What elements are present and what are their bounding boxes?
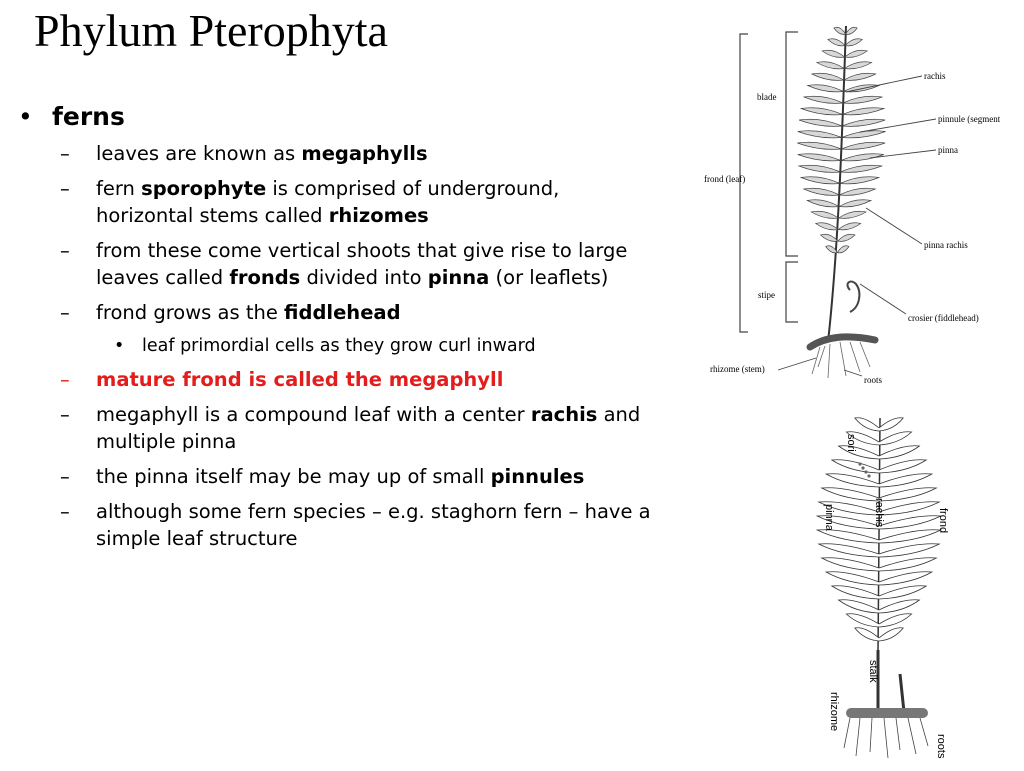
pinna-shape	[819, 544, 879, 557]
pinna-shape	[822, 558, 879, 571]
label-pinna: pinna	[823, 504, 835, 531]
sub-bullet-item	[60, 498, 658, 552]
pinna-shape	[842, 119, 885, 126]
highlight-text: mature frond is called the megaphyll	[96, 368, 504, 391]
rhizome-shape	[846, 708, 928, 718]
heading-ferns: ferns	[52, 102, 125, 131]
pinna-shape	[855, 628, 879, 641]
pinna-shape	[808, 85, 844, 92]
sub-bullet-item	[60, 366, 658, 393]
pinna-shape	[838, 234, 855, 241]
bullet-dot-icon: •	[18, 102, 33, 131]
bullet-text	[96, 175, 656, 229]
pinna-shape	[801, 177, 840, 184]
label-frond: frond	[937, 508, 949, 534]
pinna-shape	[798, 131, 842, 138]
pinna-shape	[832, 586, 879, 599]
label-roots: roots	[935, 734, 947, 759]
blade-bracket	[786, 32, 798, 256]
dash-marker-icon: –	[60, 368, 70, 391]
pinna-shape	[837, 246, 849, 253]
fern-frond-diagram	[800, 412, 970, 766]
bullet-list	[18, 101, 658, 560]
pinna-shape	[879, 586, 926, 599]
pinna-shape	[879, 544, 939, 557]
bold-term: sporophyte	[141, 177, 267, 200]
label-rachis: rachis	[873, 498, 885, 528]
pinna-shape	[846, 614, 879, 627]
text-run: although some fern species – e.g. staghorn fern – have a simple leaf structure	[96, 500, 651, 550]
label-pinna-rachis: pinna rachis	[924, 240, 968, 250]
sub-bullet-item	[60, 401, 658, 455]
pinna-shape	[879, 502, 939, 515]
bullet-text	[96, 401, 656, 455]
pinna-shape	[845, 50, 867, 57]
pinna-shape	[832, 460, 879, 473]
pinna-shape	[879, 600, 919, 613]
pinna-shape	[798, 154, 841, 161]
bullet-text	[142, 334, 536, 358]
bold-term: rachis	[530, 403, 598, 426]
slide-title: Phylum Pterophyta	[34, 5, 388, 56]
label-sori: sori	[845, 434, 857, 452]
pinna-shape	[844, 62, 871, 69]
text-run: fern	[96, 177, 142, 200]
fern-anatomy-svg	[700, 22, 1000, 394]
bold-term: pinnules	[490, 465, 585, 488]
text-run: and multiple pinna	[96, 403, 641, 453]
pinna-shape	[879, 446, 919, 459]
bold-term: megaphylls	[301, 142, 428, 165]
pinna-shape	[799, 165, 840, 172]
pinna-shape	[838, 223, 860, 230]
pinna-shape	[817, 62, 844, 69]
dash-marker-icon: –	[60, 465, 70, 488]
pinna-shape	[843, 96, 882, 103]
bullet-text	[96, 140, 656, 167]
second-stalk-shape	[900, 674, 904, 712]
stipe-bracket	[786, 262, 798, 322]
text-run: divided into	[300, 266, 428, 289]
pinna-shape	[801, 108, 842, 115]
sub-bullet-item	[60, 463, 658, 490]
bullet-text	[96, 498, 656, 552]
pinna-shape	[879, 516, 941, 529]
dash-marker-icon: –	[60, 301, 70, 324]
bold-term: rhizomes	[328, 204, 429, 227]
pinna-shape	[844, 73, 876, 80]
pinna-shape	[879, 460, 926, 473]
pinna-shape	[879, 572, 932, 585]
sub-sub-bullet-item	[114, 334, 658, 358]
text-run: (or leaflets)	[489, 266, 609, 289]
pinna-shape	[879, 432, 912, 445]
dash-marker-icon: –	[60, 239, 70, 262]
dash-marker-icon: –	[60, 142, 70, 165]
pinna-shape	[812, 73, 844, 80]
pinna-shape	[879, 558, 936, 571]
bullet-text	[96, 299, 656, 326]
pinna-shape	[839, 211, 866, 218]
label-stipe: stipe	[758, 290, 775, 300]
pinna-shape	[828, 39, 845, 46]
text-run: leaves are known as	[96, 142, 302, 165]
pinna-shape	[841, 142, 885, 149]
pinna-shape	[879, 474, 932, 487]
label-pinna: pinna	[938, 145, 958, 155]
sub-bullet-item	[60, 299, 658, 326]
pinna-shape	[839, 600, 879, 613]
pinna-shape	[804, 188, 840, 195]
pinna-shape	[826, 474, 879, 487]
label-roots: roots	[864, 375, 882, 385]
rhizome-shape	[810, 337, 875, 347]
text-run: the pinna itself may be may up of small	[96, 465, 491, 488]
pinna-shape	[816, 223, 838, 230]
text-run: leaf primordial cells as they grow curl inward	[142, 336, 536, 356]
pinna-shape	[855, 418, 879, 431]
text-run: is comprised of underground, horizontal stems called	[96, 177, 560, 227]
pinna-shape	[797, 142, 841, 149]
pinna-shape	[839, 200, 871, 207]
fern-drawing	[797, 26, 885, 342]
fiddlehead-shape	[848, 282, 860, 312]
bold-term: pinna	[427, 266, 490, 289]
bullet-text	[96, 463, 656, 490]
pinna-shape	[879, 614, 912, 627]
label-rachis: rachis	[924, 71, 946, 81]
pinna-shape	[822, 50, 844, 57]
dash-marker-icon: –	[60, 403, 70, 426]
bullet-text	[96, 366, 656, 393]
pinna-shape	[817, 530, 879, 543]
bullet-dot-icon: •	[114, 336, 125, 356]
pinna-shape	[840, 188, 876, 195]
roots-shape	[812, 342, 870, 378]
sub-bullet-item	[60, 175, 658, 229]
label-frond: frond (leaf)	[704, 174, 746, 184]
dash-marker-icon: –	[60, 500, 70, 523]
pinna-shape	[879, 418, 903, 431]
bullet-text	[96, 237, 656, 291]
sub-bullet-item	[60, 237, 658, 291]
pinna-shape	[840, 165, 881, 172]
pinna-shape	[846, 27, 858, 34]
label-pinnule: pinnule (segment)	[938, 114, 1000, 124]
label-stalk: stalk	[867, 660, 879, 683]
text-run: megaphyll is a compound leaf with a center	[96, 403, 531, 426]
pinna-shape	[879, 628, 903, 641]
pinna-shape	[807, 200, 839, 207]
pinna-shape	[843, 108, 884, 115]
text-run: frond grows as the	[96, 301, 285, 324]
pinna-shape	[821, 234, 838, 241]
pinna-shape	[804, 96, 843, 103]
label-crosier: crosier (fiddlehead)	[908, 313, 979, 323]
text-run: from these come vertical shoots that give rise to large leaves called	[96, 239, 628, 289]
pinna-shape	[845, 39, 862, 46]
roots-shape	[844, 718, 928, 758]
sub-bullets	[18, 140, 658, 552]
fern-anatomy-diagram	[700, 22, 1000, 394]
pinna-shape	[811, 211, 838, 218]
bold-term: fiddlehead	[284, 301, 401, 324]
pinna-shape	[834, 27, 846, 34]
pinna-shape	[879, 530, 941, 543]
bold-term: fronds	[229, 266, 301, 289]
bullet-heading	[18, 101, 658, 133]
sub-bullet-item	[60, 140, 658, 167]
pinna-shape	[879, 488, 936, 501]
pinna-shape	[840, 177, 879, 184]
dash-marker-icon: –	[60, 177, 70, 200]
bracket-lines	[740, 32, 798, 332]
rachis-line	[878, 418, 880, 652]
pinna-shape	[826, 572, 879, 585]
label-rhizome: rhizome	[828, 692, 840, 732]
fern-frond-svg	[800, 412, 970, 766]
frond-drawing	[817, 418, 941, 652]
label-blade: blade	[757, 92, 777, 102]
pinna-shape	[799, 119, 842, 126]
label-rhizome: rhizome (stem)	[710, 364, 765, 374]
pinna-shape	[839, 446, 879, 459]
pinna-shape	[822, 488, 879, 501]
